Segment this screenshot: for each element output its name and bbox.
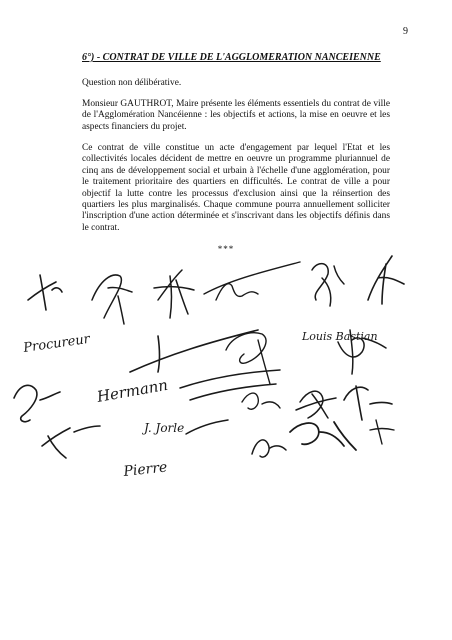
svg-text:Pierre: Pierre [122,459,169,480]
signature-7 [21,332,91,356]
signature-2 [92,275,132,324]
signature-6 [368,256,404,304]
signature-5 [312,264,344,306]
contract-paragraph: Ce contrat de ville constitue un acte d'engagement par lequel l'Etat et les collectivités locales décident de mettre en oeuvre un programme pluriannuel de cinq ans de développement social et urbain à l'échelle d'une agglomération, pour le traitement prioritaire des quartiers en difficultés. Le contrat de ville a pour objectif la lutte contre les processus d'exclusion ainsi que la réinsertion des quartiers les plus marginalisés. Chaque commune pourra annuellement solliciter l'inscription d'une action déterminée et s'inscrivant dans les objectifs définis dans le contrat. [82,143,390,233]
svg-text:Procureur: Procureur [22,331,91,356]
signature-18 [42,426,100,458]
svg-text:Louis Bastian: Louis Bastian [302,330,378,343]
question-paragraph: Question non délibérative. [82,78,182,88]
signature-19 [141,421,184,435]
signature-20 [186,420,228,434]
signature-9 [226,333,270,384]
signature-22 [290,422,356,450]
page-number: 9 [403,26,408,37]
signature-12 [14,385,60,421]
signature-24 [122,459,168,480]
svg-text:J. Jorle: J. Jorle [144,421,185,435]
signature-16 [296,391,336,418]
section-heading: 6°) - CONTRAT DE VILLE DE L'AGGLOMERATION NANCEIENNE [82,52,381,63]
signature-17 [344,386,392,420]
signature-3 [154,270,194,318]
intro-paragraph: Monsieur GAUTHROT, Maire présente les éléments essentiels du contrat de ville de l'Agglomération Nancéienne : les objectifs et actions, la mise en oeuvre et les aspects financiers du projet. [82,99,390,132]
signature-10 [301,330,378,343]
signature-13 [95,376,170,406]
signature-4 [204,262,300,300]
signature-1 [28,275,62,310]
signature-14 [180,370,280,400]
signature-21 [252,440,286,457]
signature-15 [242,393,280,409]
signature-23 [370,420,394,444]
separator: *** [217,244,235,254]
svg-text:Hermann: Hermann [95,375,170,406]
